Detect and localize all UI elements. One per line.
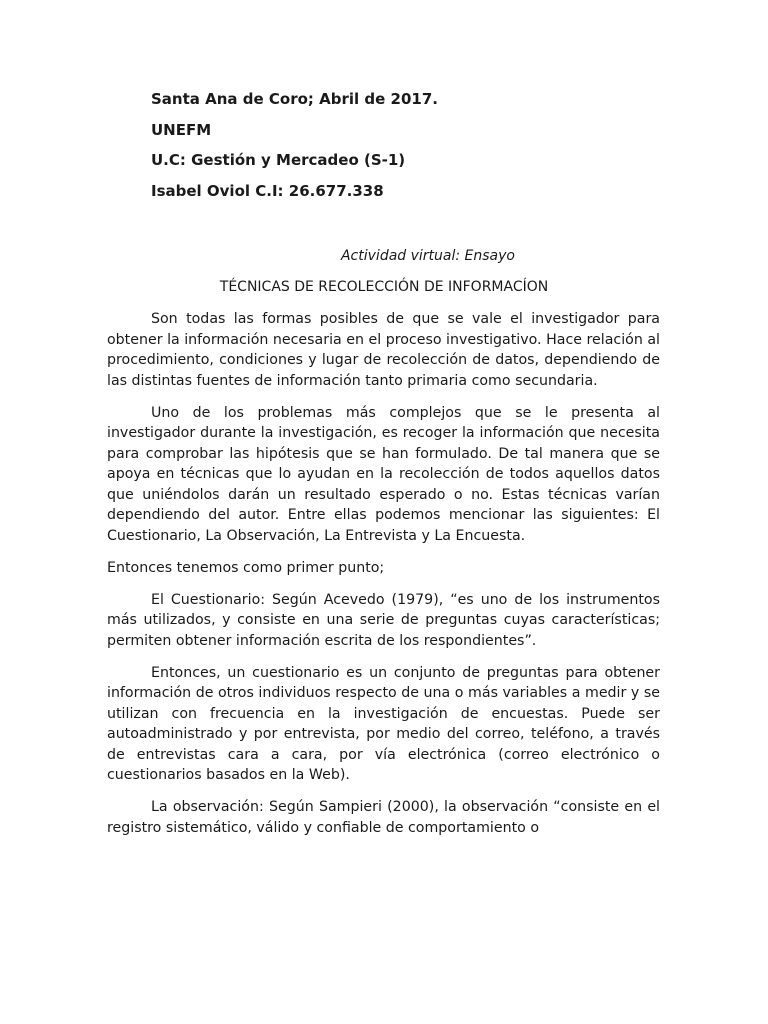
paragraph-definition: Son todas las formas posibles de que se vale el investigador para obtener la información necesaria en el proceso investigativo. Hace relación al procedimiento, condiciones y lugar de recolección de datos, dependiendo de las distintas fuentes de información tanto primaria como secundaria. [107, 311, 660, 389]
document-subtitle: Actividad virtual: Ensayo [340, 248, 515, 264]
paragraph-problem: Uno de los problemas más complejos que se le presenta al investigador durante la investigación, es recoger la información que necesita para comprobar las hipótesis que se han formulado. De tal manera que se apoya en técnicas que lo ayudan en la recolección de todos aquellos datos que uniéndolos darán un resultado esperado o no. Estas técnicas varían dependiendo del autor. Entre ellas podemos mencionar las siguientes: El Cuestionario, La Observación, La Entrevista y La Encuesta. [107, 404, 660, 544]
paragraph-observation: La observación: Según Sampieri (2000), la observación “consiste en el registro sistemático, válido y confiable de comportamiento o [107, 799, 660, 836]
document-title: TÉCNICAS DE RECOLECCIÓN DE INFORMACÍON [219, 279, 549, 295]
header-place-date: Santa Ana de Coro; Abril de 2017. [151, 90, 438, 108]
document-body [107, 309, 660, 850]
document-header [151, 89, 671, 211]
paragraph-first-point: Entonces tenemos como primer punto; [107, 559, 385, 576]
paragraph-questionnaire-definition: Entonces, un cuestionario es un conjunto de preguntas para obtener información de otros individuos respecto de una o más variables a medir y se utilizan con frecuencia en la investigación de encuestas. Puede ser autoadministrado y por entrevista, por medio del correo, teléfono, a través de entrevistas cara a cara, por vía electrónica (correo electrónico o cuestionarios basados en la Web). [107, 664, 660, 783]
header-author: Isabel Oviol C.I: 26.677.338 [151, 181, 384, 200]
header-institution: UNEFM [151, 120, 212, 139]
paragraph-questionnaire-quote: El Cuestionario: Según Acevedo (1979), “es uno de los instrumentos más utilizados, y consiste en una serie de preguntas cuyas características; permiten obtener información escrita de los respondientes”. [107, 591, 660, 649]
header-course: U.C: Gestión y Mercadeo (S-1) [151, 151, 406, 169]
